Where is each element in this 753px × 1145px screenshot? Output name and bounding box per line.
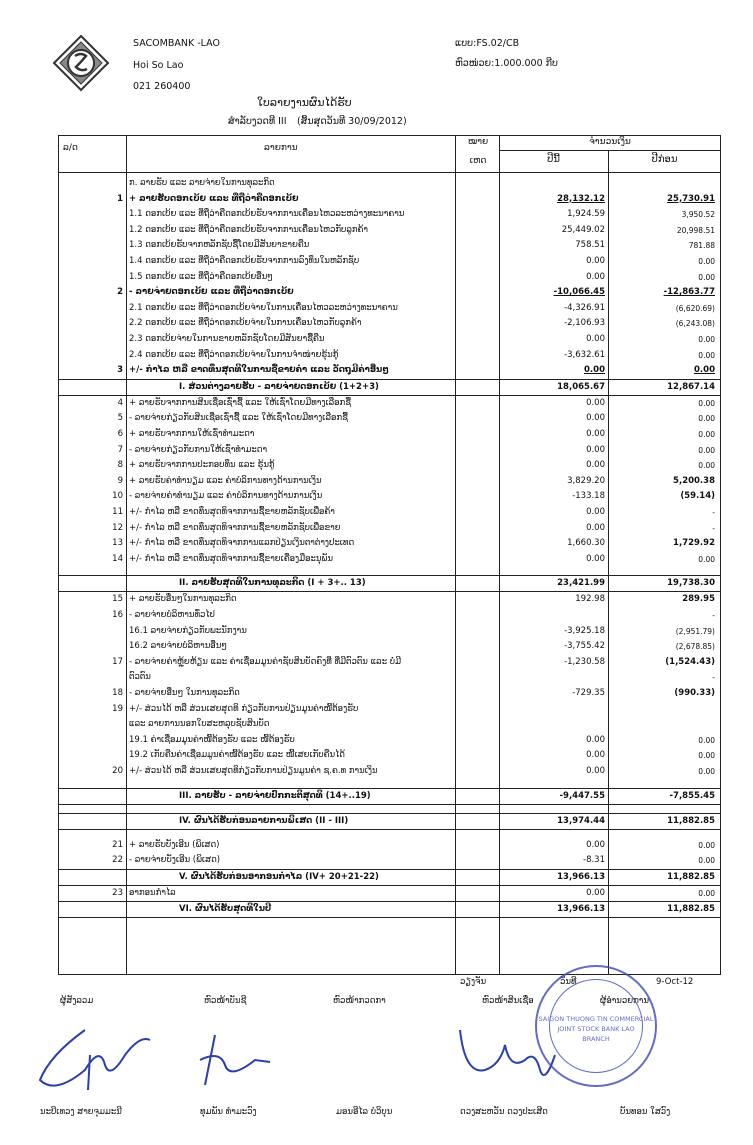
row-label: 1.4 ດອກເບ້ຍ ແລະ ທີ່ຖືວ່າຄືດອກເບ້ຍຮັບຈາກການລົງທຶນໃນຫລັກຊັບ (129, 256, 360, 266)
table-row (59, 443, 720, 458)
row-label: I. ສ່ວນຕ່າງລາຍຮັບ - ລາຍຈ່າຍດອກເບ້ຍ (1+2+3) (179, 381, 379, 392)
signer-name-4: ດວງສະຫວັນ ດວງປະເສີດ (460, 1107, 548, 1117)
table-row (59, 192, 720, 207)
row-current-value: 28,132.12 (557, 193, 605, 204)
row-current-value: 0.00 (586, 734, 605, 745)
row-current-value: 0.00 (586, 507, 605, 517)
row-current-value: 0.00 (586, 429, 605, 439)
row-current-value: 0.00 (586, 334, 605, 344)
row-label: II. ລາຍຮັບສຸດທິໃນການທຸລະກິດ (I + 3+.. 13) (179, 578, 366, 589)
row-previous-value: 0.00 (698, 430, 715, 439)
row-current-value: 3,829.20 (567, 475, 605, 486)
table-row (59, 813, 720, 830)
row-number: 2 (117, 287, 123, 298)
row-label: +/- ສ່ວນໄດ້ ຫລື ສ່ວນເສຍສຸດທິ ກ່ຽວກັບການປ່ຽນມູນຄ່າໜີ້ຕ້ອງຮັບ (129, 703, 359, 714)
row-label: ຕົວຕົນ (129, 672, 151, 683)
table-row (59, 505, 720, 520)
row-label: + ລາຍຮັບອື່ນໆໃນການທຸລະກິດ (129, 594, 237, 605)
bank-name: SACOMBANK -LAO (133, 38, 220, 49)
row-previous-value: 289.95 (682, 594, 715, 605)
row-label: +/- ກໍາໄລ ຫລື ຂາດທຶນສຸດທິໃນການຊື້ຂາຍຄໍາ ແລະ ວັດຖຸມີຄ່າອື່ນໆ (129, 365, 389, 376)
row-previous-value: 0.00 (698, 735, 715, 745)
row-current-value: 0.00 (584, 365, 605, 376)
table-row (59, 575, 720, 592)
row-label: + ລາຍຮັບດອກເບ້ຍ ແລະ ທີ່ຖືວ່າຄືດອກເບ້ຍ (129, 193, 299, 204)
bank-phone: 021 260400 (133, 81, 191, 92)
table-row (59, 886, 720, 901)
row-label: IV. ຜົນໄດ້ຮັບກ່ອນລາຍການພິເສດ (II - III) (179, 815, 349, 826)
table-row (59, 489, 720, 504)
row-current-value: -8.31 (583, 855, 605, 866)
col-note-2: ເຫດ (469, 156, 487, 166)
branch-name: Hoi So Lao (133, 60, 184, 71)
table-row (59, 608, 720, 623)
table-row (59, 552, 720, 567)
row-label: 2.2 ດອກເບ້ຍ ແລະ ທີ່ຖືວ່າດອກເບ້ຍຈ່າຍໃນການເຄື່ອນໄຫວກັບລູກຄ້າ (129, 318, 362, 329)
row-label: 2.1 ດອກເບ້ຍ ແລະ ທີ່ຖືວ່າດອກເບ້ຍຈ່າຍໃນການເຄື່ອນໄຫວລະຫວ່າງທະນາຄານ (129, 302, 398, 313)
table-row (59, 427, 720, 442)
row-previous-value: 3,950.52 (681, 210, 715, 220)
signer-name-3: ມອນອີໄລ ບໍວິບຸນ (336, 1107, 393, 1117)
row-current-value: 192.98 (575, 594, 605, 605)
row-label: ອາກອນກໍາໄລ (129, 887, 176, 898)
row-previous-value: 11,882.85 (667, 904, 715, 915)
row-number: 9 (117, 475, 123, 486)
date-label: ວັນທີ (560, 977, 577, 987)
row-previous-value: 0.00 (698, 888, 715, 898)
place: ວຽງຈັນ (460, 977, 487, 987)
row-number: 21 (112, 839, 123, 850)
row-label: 16.2 ລາຍຈ່າຍບໍລິຫານອື່ນໆ (129, 641, 228, 652)
table-row (59, 901, 720, 918)
row-number: 8 (117, 460, 123, 471)
col-item: ລາຍການ (264, 143, 298, 153)
row-label: ກ. ລາຍຮັບ ແລະ ລາຍຈ່າຍໃນການທຸລະກິດ (129, 178, 275, 188)
row-previous-value: 0.00 (694, 365, 715, 376)
row-current-value: -3,632.61 (564, 349, 605, 360)
report-period: ສໍາລັບງວດທີ III (228, 116, 287, 127)
row-number: 6 (117, 429, 123, 439)
row-current-value: 18,065.67 (557, 381, 605, 392)
row-current-value: -4,326.91 (564, 302, 605, 313)
table-row (59, 363, 720, 378)
table-row (59, 223, 720, 238)
table-row (59, 270, 720, 285)
row-label: - ລາຍຈ່າຍບໍລິຫານທົ່ວໄປ (129, 610, 215, 620)
row-current-value: 0.00 (586, 413, 605, 424)
signer-role-2: ຫົວໜ້າບັນຊີ (204, 996, 247, 1006)
row-previous-value: (59.14) (680, 491, 715, 502)
row-previous-value: 0.00 (698, 257, 715, 266)
table-row (59, 285, 720, 300)
row-number: 17 (112, 656, 123, 667)
row-label: 1.1 ດອກເບ້ຍ ແລະ ທີ່ຖືວ່າຄືດອກເບ້ຍຮັບຈາກການເຄື່ອນໄຫວລະຫວ່າງທະນາຄານ (129, 209, 405, 220)
signature-2 (185, 1030, 275, 1090)
row-current-value: -2,106.93 (564, 318, 605, 329)
table-row (59, 592, 720, 607)
row-previous-value: (6,620.69) (675, 303, 715, 313)
row-previous-value: 5,200.38 (673, 475, 715, 486)
row-number: 5 (117, 413, 123, 424)
row-previous-value: - (712, 523, 715, 533)
row-label: 1.5 ດອກເບ້ຍ ແລະ ທີ່ຖືວ່າຄືດອກເບ້ຍອື່ນໆ (129, 271, 273, 282)
row-previous-value: (1,524.43) (665, 656, 715, 667)
table-row (59, 411, 720, 426)
row-previous-value: 0.00 (698, 751, 715, 761)
row-current-value: -133.18 (572, 491, 605, 502)
row-current-value: -9,447.55 (559, 790, 605, 801)
table-row (59, 348, 720, 363)
row-label: + ລາຍຮັບຄ່າທໍານຽມ ແລະ ຄ່າບໍລິການທາງດ້ານການເງິນ (129, 475, 322, 486)
row-current-value: 0.00 (586, 553, 605, 564)
table-row (59, 254, 720, 269)
row-previous-value: 781.88 (688, 241, 715, 251)
company-seal: SAIGON THUONG TIN COMMERCIAL JOINT STOCK BANK LAO BRANCH (535, 965, 657, 1087)
row-label: + ລາຍຮັບບັງເອີນ (ພິເສດ) (129, 839, 220, 850)
table-row (59, 458, 720, 473)
row-number: 20 (112, 766, 123, 776)
row-number: 18 (112, 688, 123, 698)
signer-role-1: ຜູ້ສັງລວມ (60, 996, 94, 1006)
table-row (59, 788, 720, 805)
row-current-value: 13,966.13 (557, 904, 605, 915)
row-previous-value: 0.00 (698, 461, 715, 471)
row-previous-value: (6,243.08) (675, 319, 715, 329)
row-previous-value: (990.33) (674, 688, 715, 698)
row-current-value: 0.00 (586, 750, 605, 761)
row-label: VI. ຜົນໄດ້ຮັບສຸດທິໃນປີ (179, 904, 272, 915)
row-number: 22 (112, 855, 123, 866)
row-previous-value: 0.00 (698, 350, 715, 360)
row-current-value: 1,924.59 (567, 209, 605, 220)
table-row (59, 702, 720, 717)
row-previous-value: 0.00 (698, 840, 715, 850)
row-label: + ລາຍຮັບຈາກການສິນເຊື່ອເຊົ່າຊື້ ແລະ ໃຫ້ເຊົ່າໂດຍມີທາງເລືອກຊື້ (129, 397, 352, 408)
row-previous-value: 11,882.85 (667, 871, 715, 882)
row-number: 7 (117, 444, 123, 455)
row-previous-value: 0.00 (698, 554, 715, 564)
row-label: V. ຜົນໄດ້ຮັບກ່ອນອາກອນກໍາໄລ (IV+ 20+21-22) (179, 871, 379, 882)
row-previous-value: 0.00 (698, 767, 715, 776)
table-row (59, 686, 720, 701)
table-row (59, 717, 720, 732)
table-row (59, 301, 720, 316)
row-previous-value: 0.00 (698, 414, 715, 424)
table-row (59, 176, 720, 191)
row-number: 4 (117, 397, 123, 408)
row-current-value: 0.00 (586, 522, 605, 533)
report-date: 9-Oct-12 (656, 977, 694, 987)
row-previous-value: - (712, 673, 715, 683)
row-current-value: 0.00 (586, 271, 605, 282)
row-label: - ລາຍຈ່າຍກ່ຽວກັບການໃຫ້ເຊົ່າທໍາມະດາ (129, 444, 268, 455)
row-previous-value: - (712, 611, 715, 620)
col-previous: ປີກ່ອນ (651, 154, 678, 165)
signer-name-1: ນະບີເທວງ ສາຍຈຸມມະນີ (40, 1107, 122, 1117)
row-current-value: 25,449.02 (561, 224, 605, 235)
row-label: - ລາຍຈ່າຍຄ່າທໍານຽມ ແລະ ຄ່າບໍລິການທາງດ້ານການເງິນ (129, 491, 323, 502)
row-current-value: -729.35 (572, 688, 605, 698)
row-previous-value: (2,951.79) (675, 626, 715, 636)
table-row (59, 238, 720, 253)
row-number: 11 (112, 507, 123, 517)
row-current-value: -3,755.42 (564, 641, 605, 652)
row-label: 1.3 ດອກເບ້ຍຮັບຈາກຫລັກຊັບຊື້ໂດຍມີສັນຍາຂາຍຄືນ (129, 240, 310, 251)
row-label: III. ລາຍຮັບ - ລາຍຈ່າຍປົກກະຕິສຸດທິ (14+..19) (179, 790, 371, 801)
report-period-end: (ສິ້ນສຸດວັນທີ 30/09/2012) (297, 116, 407, 127)
table-row (59, 639, 720, 654)
col-note: ໝາຍ (467, 137, 489, 147)
row-previous-value: 11,882.85 (667, 815, 715, 826)
signer-name-2: ທຸມພັນ ທໍາມະວົງ (200, 1107, 257, 1117)
row-label: +/- ກໍາໄລ ຫລື ຂາດທຶນສຸດທິຈາກການແລກປ່ຽນເງິນຕາຕ່າງປະເທດ (129, 538, 355, 549)
row-previous-value: 19,738.30 (667, 578, 715, 589)
row-current-value: 0.00 (586, 839, 605, 850)
row-label: 19.1 ຄ່າເຊື່ອມມູນຄ່າໜີ້ຕ້ອງຮັບ ແລະ ໜີ້ຕ້ອງຮັບ (129, 734, 295, 745)
row-current-value: 758.51 (575, 240, 605, 251)
table-row (59, 521, 720, 536)
row-previous-value: (2,678.85) (675, 642, 715, 652)
col-current: ປີນີ້ (547, 154, 560, 165)
row-current-value: 0.00 (586, 460, 605, 471)
row-previous-value: 0.00 (698, 445, 715, 455)
row-number: 15 (112, 594, 123, 605)
table-row (59, 838, 720, 853)
signature-1 (30, 1025, 160, 1105)
row-label: +/- ກໍາໄລ ຫລື ຂາດທຶນສຸດທິຈາກການຊື້ຂາຍຫລັກຊັບເພື່ອຄ້າ (129, 507, 335, 517)
row-current-value: -3,925.18 (564, 625, 605, 636)
currency-unit: ຫົວໜ່ວຍ:1.000.000 ກີບ (455, 58, 558, 69)
row-number: 1 (117, 193, 123, 204)
row-previous-value: 12,867.14 (667, 381, 715, 392)
row-previous-value: 1,729.92 (673, 538, 715, 549)
table-row (59, 474, 720, 489)
row-current-value: 13,974.44 (557, 815, 605, 826)
row-label: + ລາຍຮັບຈາກການໃຫ້ເຊົ່າທໍາມະດາ (129, 429, 255, 439)
signer-name-5: ບັນທອນ ໃສວົງ (620, 1107, 671, 1117)
table-row (59, 733, 720, 748)
row-number: 12 (112, 522, 123, 533)
row-current-value: -1,230.58 (564, 656, 605, 667)
row-previous-value: -12,863.77 (663, 287, 715, 298)
row-label: 2.3 ດອກເບ້ຍຈ່າຍໃນການຂາຍຫລັກຊັບໂດຍມີສັນຍາຊື້ຄືນ (129, 334, 325, 344)
bank-logo (52, 34, 110, 92)
row-previous-value: 0.00 (698, 856, 715, 866)
income-statement-table (58, 135, 721, 975)
table-row (59, 655, 720, 670)
row-current-value: -10,066.45 (553, 287, 605, 298)
row-previous-value: -7,855.45 (669, 790, 715, 801)
row-number: 14 (112, 553, 123, 564)
row-label: - ລາຍຈ່າຍດອກເບ້ຍ ແລະ ທີ່ຖືວ່າດອກເບ້ຍ (129, 287, 294, 298)
row-label: 19.2 ເກັບຄືນຄ່າເຊື່ອມມູນຄ່າໜີ້ຕ້ອງຮັບ ແລະ ໜີ້ເສຍເກັບຄືນໄດ້ (129, 750, 345, 761)
row-previous-value: 0.00 (698, 398, 715, 408)
signer-role-4: ຫົວໜ້າສິນເຊື່ອ (482, 996, 534, 1006)
row-number: 10 (112, 491, 123, 502)
row-label: - ລາຍຈ່າຍບັງເອີນ (ພິເສດ) (129, 855, 221, 866)
table-row (59, 207, 720, 222)
row-number: 19 (112, 703, 123, 714)
row-number: 23 (112, 887, 123, 898)
row-current-value: 23,421.99 (557, 578, 605, 589)
signer-role-5: ຜູ້ອໍານວຍການ (600, 996, 649, 1006)
row-number: 3 (117, 365, 123, 376)
table-row (59, 853, 720, 868)
row-label: ແລະ ລາຍການນອກໃບສະຫລຸບຊັບສິນບັດ (129, 719, 270, 730)
row-label: +/- ກໍາໄລ ຫລື ຂາດທຶນສຸດທິຈາກການຊື້ຂາຍຫລັກຊັບເພື່ອຂາຍ (129, 522, 341, 533)
row-previous-value: 25,730.91 (667, 193, 715, 204)
row-label: +/- ສ່ວນໄດ້ ຫລື ສ່ວນເສຍສຸດທິກ່ຽວກັບການປ່ຽນມູນຄ່າ ຊ.ຄ.ທ ການເງິນ (129, 766, 378, 776)
row-label: - ລາຍຈ່າຍກ່ຽວກັບສິນເຊື່ອເຊົ່າຊື້ ແລະ ໃຫ້ເຊົ່າໂດຍມີທາງເລືອກຊື້ (129, 413, 348, 424)
row-label: 2.4 ດອກເບ້ຍ ແລະ ທີ່ຖືວ່າດອກເບ້ຍຈ່າຍໃນການຈໍາໜ່າຍຮຸ້ນກູ້ (129, 349, 339, 360)
table-row (59, 316, 720, 331)
table-row (59, 869, 720, 886)
row-current-value: 0.00 (586, 397, 605, 408)
row-current-value: 0.00 (586, 256, 605, 266)
row-current-value: 0.00 (586, 766, 605, 776)
table-row (59, 748, 720, 763)
table-row (59, 764, 720, 779)
table-row (59, 670, 720, 685)
row-label: 16.1 ລາຍຈ່າຍກ່ຽວກັບພະນັກງານ (129, 625, 247, 636)
col-amount: ຈໍານວນເງິນ (589, 137, 631, 147)
row-previous-value: 0.00 (698, 335, 715, 344)
row-previous-value: 20,998.51 (676, 225, 715, 235)
row-current-value: 13,966.13 (557, 871, 605, 882)
col-no: ລ/ດ (63, 143, 78, 153)
table-row (59, 379, 720, 396)
row-current-value: 0.00 (586, 444, 605, 455)
row-current-value: 0.00 (586, 887, 605, 898)
row-label: 1.2 ດອກເບ້ຍ ແລະ ທີ່ຖືວ່າຄືດອກເບ້ຍຮັບຈາກການເຄື່ອນໄຫວກັບລູກຄ້າ (129, 224, 368, 235)
row-label: +/- ກໍາໄລ ຫລື ຂາດທຶນສຸດທິຈາກການຊື້ຂາຍເຄື່ອງມືອະນຸພັນ (129, 553, 333, 564)
report-title: ໃບລາຍງານຜົນໄດ້ຮັບ (257, 96, 352, 109)
table-row (59, 624, 720, 639)
table-row (59, 396, 720, 411)
form-code: ແບບ:FS.02/CB (455, 38, 520, 49)
table-row (59, 332, 720, 347)
row-number: 16 (112, 610, 123, 620)
row-number: 13 (112, 538, 123, 549)
row-label: + ລາຍຮັບຈາກການປະກອບທຶນ ແລະ ຮຸ້ນກູ້ (129, 460, 275, 471)
row-label: - ລາຍຈ່າຍອື່ນໆ ໃນການທຸລະກິດ (129, 688, 240, 698)
row-previous-value: - (712, 508, 715, 517)
table-row (59, 536, 720, 551)
row-previous-value: 0.00 (698, 272, 715, 282)
row-label: - ລາຍຈ່າຍຄ່າຫຼຸ້ຍຫ້ຽນ ແລະ ຄ່າເຊື່ອມມູນຄ່າຊັບສິນບັດຄົງທີ່ ທີ່ມີຕົວຕົນ ແລະ ບໍ່ມີ (129, 656, 402, 667)
signer-role-3: ຫົວໜ້າກວດກາ (333, 996, 386, 1006)
row-current-value: 1,660.30 (567, 538, 605, 549)
